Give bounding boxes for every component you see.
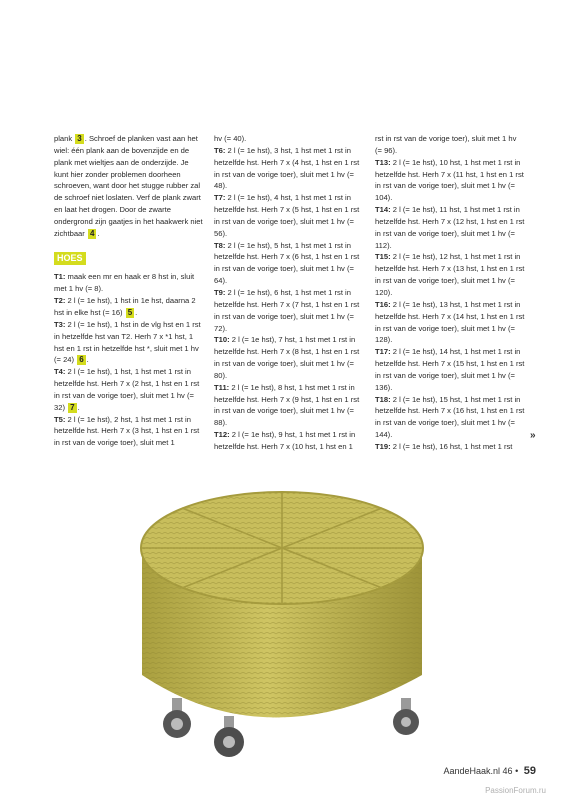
round-instruction: T3: 2 l (= 1e hst), 1 hst in de vlg hst en 1 rst in hetzelfde hst van T2. Herh 7 x *1 hst, 1 hst en 1 rst in hetzelfde hst *, sluit met 1 hv (= 24) 6 . bbox=[54, 319, 201, 365]
round-instruction: T8: 2 l (= 1e hst), 5 hst, 1 hst met 1 rst in hetzelfde hst. Herh 7 x (6 hst, 1 hst en 1 rst in rst van de vorige toer), sluit met 1 hv (= 64). bbox=[214, 240, 360, 286]
watermark: PassionForum.ru bbox=[485, 786, 546, 795]
round-instruction: T2: 2 l (= 1e hst), 1 hst in 1e hst, daarna 2 hst in elke hst (= 16) 5 . bbox=[54, 296, 196, 317]
round-instruction: T16: 2 l (= 1e hst), 13 hst, 1 hst met 1 rst in hetzelfde hst. Herh 7 x (14 hst, 1 hst en 1 rst in rst van de vorige toer), sluit met 1 hv (= 128). bbox=[375, 299, 525, 345]
round-instruction: T10: 2 l (= 1e hst), 7 hst, 1 hst met 1 rst in hetzelfde hst. Herh 7 x (8 hst, 1 hst en 1 rst in rst van de vorige toer), sluit met 1 hv (= 80). bbox=[214, 335, 360, 380]
magazine-name: AandeHaak.nl 46 bbox=[443, 766, 513, 776]
crochet-pouf-photo bbox=[120, 470, 440, 770]
round-instruction: T13: 2 l (= 1e hst), 10 hst, 1 hst met 1 rst in hetzelfde hst. Herh 7 x (11 hst, 1 hst en 1 rst in rst van de vorige toer), sluit met 1 hv (= 104). bbox=[375, 157, 524, 203]
round-instruction: T5: 2 l (= 1e hst), 2 hst, 1 hst met 1 rst in hetzelfde hst. Herh 7 x (3 hst, 1 hst en 1 rst in rst van de vorige toer), sluit met 1 bbox=[54, 414, 200, 448]
round-instruction: T1: maak een mr en haak er 8 hst in, sluit met 1 hv (= 8). bbox=[54, 272, 195, 294]
text-column-3 bbox=[375, 133, 525, 453]
round-instruction: T19: 2 l (= 1e hst), 16 hst, 1 hst met 1 rst bbox=[375, 441, 513, 451]
page-number: 59 bbox=[523, 765, 536, 777]
step-badge: 5 bbox=[127, 307, 133, 317]
round-instruction: T17: 2 l (= 1e hst), 14 hst, 1 hst met 1 rst in hetzelfde hst. Herh 7 x (15 hst, 1 hst en 1 rst in rst van de vorige toer), sluit met 1 hv (= 136). bbox=[375, 347, 525, 392]
text-column-1 bbox=[54, 133, 204, 449]
page-footer bbox=[444, 765, 537, 777]
footer-bullet: • bbox=[515, 766, 519, 776]
round-continuation: hv (= 40). bbox=[214, 134, 247, 143]
round-instruction: T11: 2 l (= 1e hst), 8 hst, 1 hst met 1 rst in hetzelfde hst. Herh 7 x (9 hst, 1 hst en 1 rst in rst van de vorige toer), sluit met 1 hv (= 88). bbox=[214, 382, 360, 428]
round-instruction: T7: 2 l (= 1e hst), 4 hst, 1 hst met 1 rst in hetzelfde hst. Herh 7 x (5 hst, 1 hst en 1 rst in rst van de vorige toer), sluit met 1 hv (= 56). bbox=[214, 193, 360, 238]
intro-paragraph: plank 3 . Schroef de planken vast aan het wiel: één plank aan de bovenzijde en de plank met wieltjes aan de onderzijde. Je kunt hier zonder problemen doorheen schroeven, want door het stugge rubber zal de schroef niet loslaten. Verf de plank zwart en laat het drogen. Door de zwarte ondergrond zijn gaatjes in het haakwerk niet zichtbaar 4 . bbox=[54, 134, 203, 238]
step-badge: 3 bbox=[77, 134, 82, 143]
step-badge: 6 bbox=[79, 355, 84, 365]
round-instruction: T14: 2 l (= 1e hst), 11 hst, 1 hst met 1 rst in hetzelfde hst. Herh 7 x (12 hst, 1 hst en 1 rst in rst van de vorige toer), sluit met 1 hv (= 112). bbox=[375, 205, 525, 250]
caster-wheel-icon bbox=[214, 716, 244, 757]
continue-arrow-icon: » bbox=[530, 430, 536, 441]
text-column-2 bbox=[214, 133, 364, 453]
caster-wheel-icon bbox=[163, 698, 191, 738]
round-instruction: T4: 2 l (= 1e hst), 1 hst, 1 hst met 1 rst in hetzelfde hst. Herh 7 x (2 hst, 1 hst en 1 rst in rst van de vorige toer), sluit met 1 hv (= 32) 7 . bbox=[54, 367, 200, 412]
round-instruction: T12: 2 l (= 1e hst), 9 hst, 1 hst met 1 rst in hetzelfde hst. Herh 7 x (10 hst, 1 hst en 1 bbox=[214, 430, 356, 451]
section-heading: HOES bbox=[54, 252, 86, 266]
step-badge: 4 bbox=[89, 228, 95, 238]
caster-wheel-icon bbox=[393, 698, 419, 735]
step-badge: 7 bbox=[70, 402, 75, 412]
round-continuation: rst in rst van de vorige toer), sluit met 1 hv (= 96). bbox=[375, 134, 517, 155]
round-instruction: T9: 2 l (= 1e hst), 6 hst, 1 hst met 1 rst in hetzelfde hst. Herh 7 x (7 hst, 1 hst en 1 rst in rst van de vorige toer), sluit met 1 hv (= 72). bbox=[214, 287, 360, 333]
round-instruction: T18: 2 l (= 1e hst), 15 hst, 1 hst met 1 rst in hetzelfde hst. Herh 7 x (16 hst, 1 hst en 1 rst in rst van de vorige toer), sluit met 1 hv (= 144). bbox=[375, 394, 525, 440]
round-instruction: T15: 2 l (= 1e hst), 12 hst, 1 hst met 1 rst in hetzelfde hst. Herh 7 x (13 hst, 1 hst en 1 rst in rst van de vorige toer), sluit met 1 hv (= 120). bbox=[375, 252, 525, 297]
round-instruction: T6: 2 l (= 1e hst), 3 hst, 1 hst met 1 rst in hetzelfde hst. Herh 7 x (4 hst, 1 hst en 1 rst in rst van de vorige toer), sluit met 1 hv (= 48). bbox=[214, 145, 360, 191]
